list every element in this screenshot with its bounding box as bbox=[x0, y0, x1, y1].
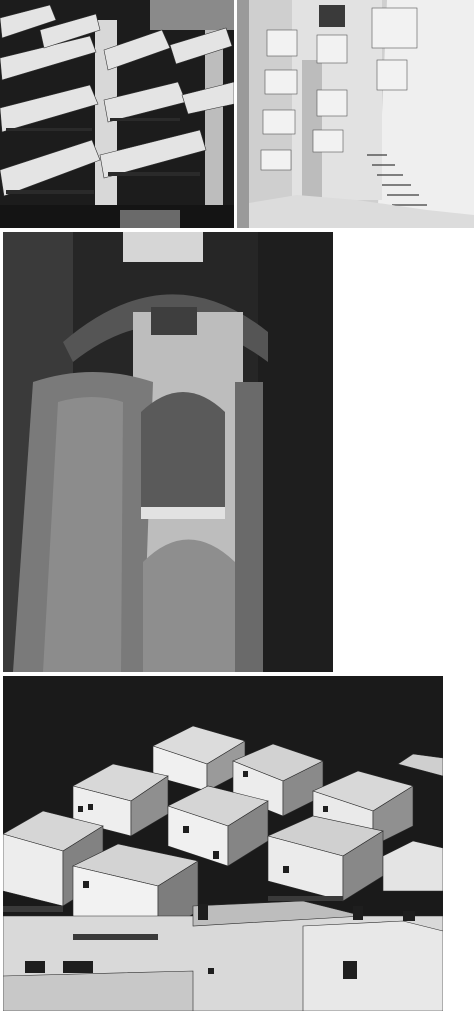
photo-balconies-image bbox=[0, 0, 234, 228]
photo-arched-courtyard bbox=[3, 232, 333, 672]
photo-balconies bbox=[0, 0, 234, 228]
photo-facade-stairs-image bbox=[237, 0, 474, 228]
photo-facade-stairs bbox=[237, 0, 474, 228]
photo-cubic-blocks bbox=[3, 676, 443, 1011]
photo-arched-courtyard-image bbox=[3, 232, 333, 672]
photo-cubic-blocks-image bbox=[3, 676, 443, 1011]
